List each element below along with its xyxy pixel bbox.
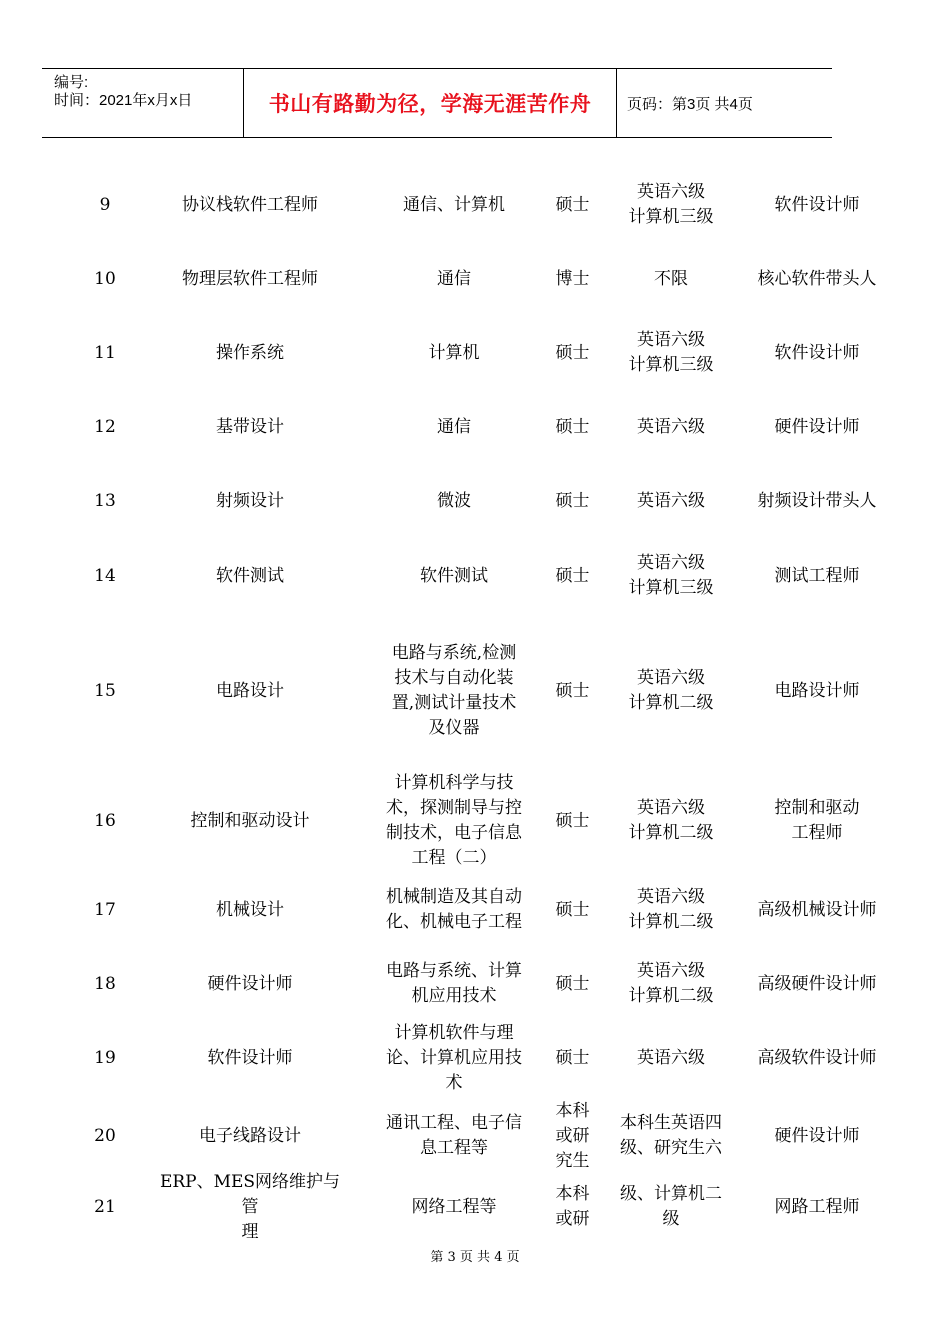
row-major [375,1172,533,1242]
row-number [65,875,145,945]
row-requirement-text: 英语六级 [637,1047,705,1068]
row-title [743,466,891,536]
row-title-text: 测试工程师 [774,565,860,586]
row-title [743,392,891,462]
row-number-text: 12 [94,416,116,437]
row-position-text: 软件测试 [216,565,284,586]
row-major-text: 微波 [437,490,471,511]
document-time-label: 时间：2021年x月x日 [54,92,193,109]
row-position [155,1018,345,1098]
row-requirement [610,875,732,945]
row-requirement-text: 级、计算机二 级 [620,1184,722,1229]
row-degree-text: 硕士 [555,810,590,831]
row-requirement-text: 英语六级 计算机三级 [628,553,714,598]
table-row [45,1172,925,1242]
row-title [743,170,891,240]
row-major [375,875,533,945]
row-requirement-text: 英语六级 计算机二级 [628,887,714,932]
row-position-text: 机械设计 [216,899,284,920]
row-number-text: 21 [94,1196,116,1217]
table-row [45,466,925,536]
row-title-text: 网路工程师 [774,1196,860,1217]
table-row [45,541,925,611]
row-position [155,761,345,881]
row-major-text: 通讯工程、电子信 息工程等 [386,1113,522,1158]
row-number-text: 10 [94,268,116,289]
header-motto: 书山有路勤为径，学海无涯苦作舟 [268,92,592,116]
row-major-text: 电路与系统,检测 技术与自动化装 置,测试计量技术 及仪器 [391,643,517,738]
table-row [45,949,925,1019]
row-degree-text: 硕士 [555,416,590,437]
row-title-text: 射频设计带头人 [757,490,877,511]
row-number-text: 15 [94,680,116,701]
row-position-text: 射频设计 [216,490,284,511]
row-major-text: 计算机科学与技 术，探测制导与控 制技术，电子信息 工程（二） [386,773,522,868]
row-position [155,392,345,462]
row-major-text: 通信 [437,416,471,437]
row-number [65,1018,145,1098]
row-degree-text: 本科 或研 究生 [555,1100,590,1171]
row-major-text: 通信、计算机 [403,194,505,215]
row-title-text: 控制和驱动 工程师 [774,798,860,843]
row-position [155,541,345,611]
row-degree-text: 硕士 [555,490,590,511]
row-major [375,1096,533,1176]
row-requirement-text: 英语六级 [637,416,705,437]
row-requirement [610,949,732,1019]
row-major-text: 计算机软件与理 论、计算机应用技 术 [386,1022,522,1093]
row-degree [545,466,600,536]
row-requirement-text: 本科生英语四 级、研究生六 [620,1113,722,1158]
table-row [45,170,925,240]
row-degree-text: 博士 [555,268,590,289]
row-major [375,466,533,536]
row-number-text: 19 [94,1047,116,1068]
row-title [743,875,891,945]
row-number [65,636,145,746]
header-motto-cell [244,69,617,137]
row-title [743,1172,891,1242]
table-row [45,1018,925,1098]
row-number-text: 17 [94,899,116,920]
row-position [155,636,345,746]
row-title [743,541,891,611]
row-number-text: 20 [94,1125,116,1146]
row-degree [545,1096,600,1176]
row-position [155,318,345,388]
row-major [375,761,533,881]
row-degree [545,318,600,388]
row-degree-text: 本科 或研 [555,1184,590,1229]
row-requirement [610,761,732,881]
row-requirement-text: 不限 [654,268,688,289]
row-number [65,949,145,1019]
document-number-label: 编号: [54,74,89,91]
row-requirement-text: 英语六级 计算机三级 [628,330,714,375]
row-title [743,1096,891,1176]
row-position [155,466,345,536]
row-requirement [610,392,732,462]
row-major [375,244,533,314]
row-requirement [610,244,732,314]
table-row [45,875,925,945]
row-title-text: 核心软件带头人 [757,268,877,289]
row-degree [545,392,600,462]
row-major [375,636,533,746]
row-major-text: 通信 [437,268,471,289]
row-position [155,170,345,240]
row-major-text: 计算机 [428,342,480,363]
row-position-text: 电子线路设计 [199,1125,301,1146]
row-title [743,949,891,1019]
header-page-info: 页码：第3页 共4页 [627,95,753,113]
row-degree [545,1018,600,1098]
row-degree [545,541,600,611]
row-requirement [610,636,732,746]
row-degree-text: 硕士 [555,680,590,701]
row-degree-text: 硕士 [555,973,590,994]
row-number-text: 9 [99,194,111,215]
row-number [65,170,145,240]
page-header [42,68,832,138]
row-requirement [610,1096,732,1176]
row-title-text: 软件设计师 [774,194,860,215]
row-requirement-text: 英语六级 计算机二级 [628,668,714,713]
row-degree-text: 硕士 [555,194,590,215]
row-degree [545,761,600,881]
row-major-text: 网络工程等 [411,1196,497,1217]
row-requirement [610,1018,732,1098]
row-title [743,318,891,388]
row-number-text: 13 [94,490,116,511]
row-degree-text: 硕士 [555,565,590,586]
row-requirement-text: 英语六级 计算机三级 [628,182,714,227]
row-number [65,761,145,881]
row-degree [545,244,600,314]
row-position-text: 物理层软件工程师 [182,268,318,289]
row-degree-text: 硕士 [555,1047,590,1068]
row-requirement-text: 英语六级 计算机二级 [628,961,714,1006]
table-row [45,1096,925,1176]
row-requirement [610,170,732,240]
row-number-text: 16 [94,810,116,831]
row-number-text: 14 [94,565,116,586]
row-number [65,392,145,462]
header-meta [42,69,244,137]
row-position-text: 硬件设计师 [207,973,293,994]
row-position-text: 控制和驱动设计 [190,810,310,831]
row-major-text: 机械制造及其自动 化、机械电子工程 [386,887,522,932]
row-number [65,466,145,536]
row-requirement-text: 英语六级 [637,490,705,511]
row-requirement [610,1172,732,1242]
page-footer: 第 3 页 共 4 页 [430,1250,520,1265]
row-position [155,875,345,945]
row-number [65,244,145,314]
row-degree-text: 硕士 [555,342,590,363]
row-position-text: 基带设计 [216,416,284,437]
row-position-text: ERP、MES网络维护与管 理 [159,1171,341,1242]
row-title [743,244,891,314]
row-position-text: 电路设计 [216,680,284,701]
table-row [45,761,925,881]
row-number-text: 11 [94,342,116,363]
row-position [155,949,345,1019]
row-title-text: 高级硬件设计师 [757,973,877,994]
header-page-info-cell [617,69,832,137]
row-position-text: 协议栈软件工程师 [182,194,318,215]
row-number-text: 18 [94,973,116,994]
row-major-text: 软件测试 [420,565,488,586]
row-title-text: 硬件设计师 [774,416,860,437]
row-position [155,1172,345,1242]
row-major [375,541,533,611]
row-title-text: 硬件设计师 [774,1125,860,1146]
table-row [45,392,925,462]
row-degree [545,636,600,746]
row-position [155,244,345,314]
row-degree-text: 硕士 [555,899,590,920]
row-position [155,1096,345,1176]
row-major-text: 电路与系统、计算 机应用技术 [386,961,522,1006]
row-major [375,318,533,388]
row-requirement [610,466,732,536]
row-position-text: 软件设计师 [207,1047,293,1068]
row-position-text: 操作系统 [216,342,284,363]
row-number [65,1096,145,1176]
row-title [743,761,891,881]
row-degree [545,949,600,1019]
row-title-text: 电路设计师 [774,680,860,701]
row-requirement [610,318,732,388]
row-requirement-text: 英语六级 计算机二级 [628,798,714,843]
row-major [375,392,533,462]
table-row [45,244,925,314]
row-major [375,1018,533,1098]
table-row [45,318,925,388]
row-title [743,1018,891,1098]
row-number [65,318,145,388]
row-degree [545,875,600,945]
row-major [375,949,533,1019]
row-number [65,541,145,611]
row-requirement [610,541,732,611]
row-degree [545,170,600,240]
row-degree [545,1172,600,1242]
row-title-text: 软件设计师 [774,342,860,363]
row-major [375,170,533,240]
row-number [65,1172,145,1242]
table-row [45,636,925,746]
row-title [743,636,891,746]
row-title-text: 高级机械设计师 [757,899,877,920]
row-title-text: 高级软件设计师 [757,1047,877,1068]
